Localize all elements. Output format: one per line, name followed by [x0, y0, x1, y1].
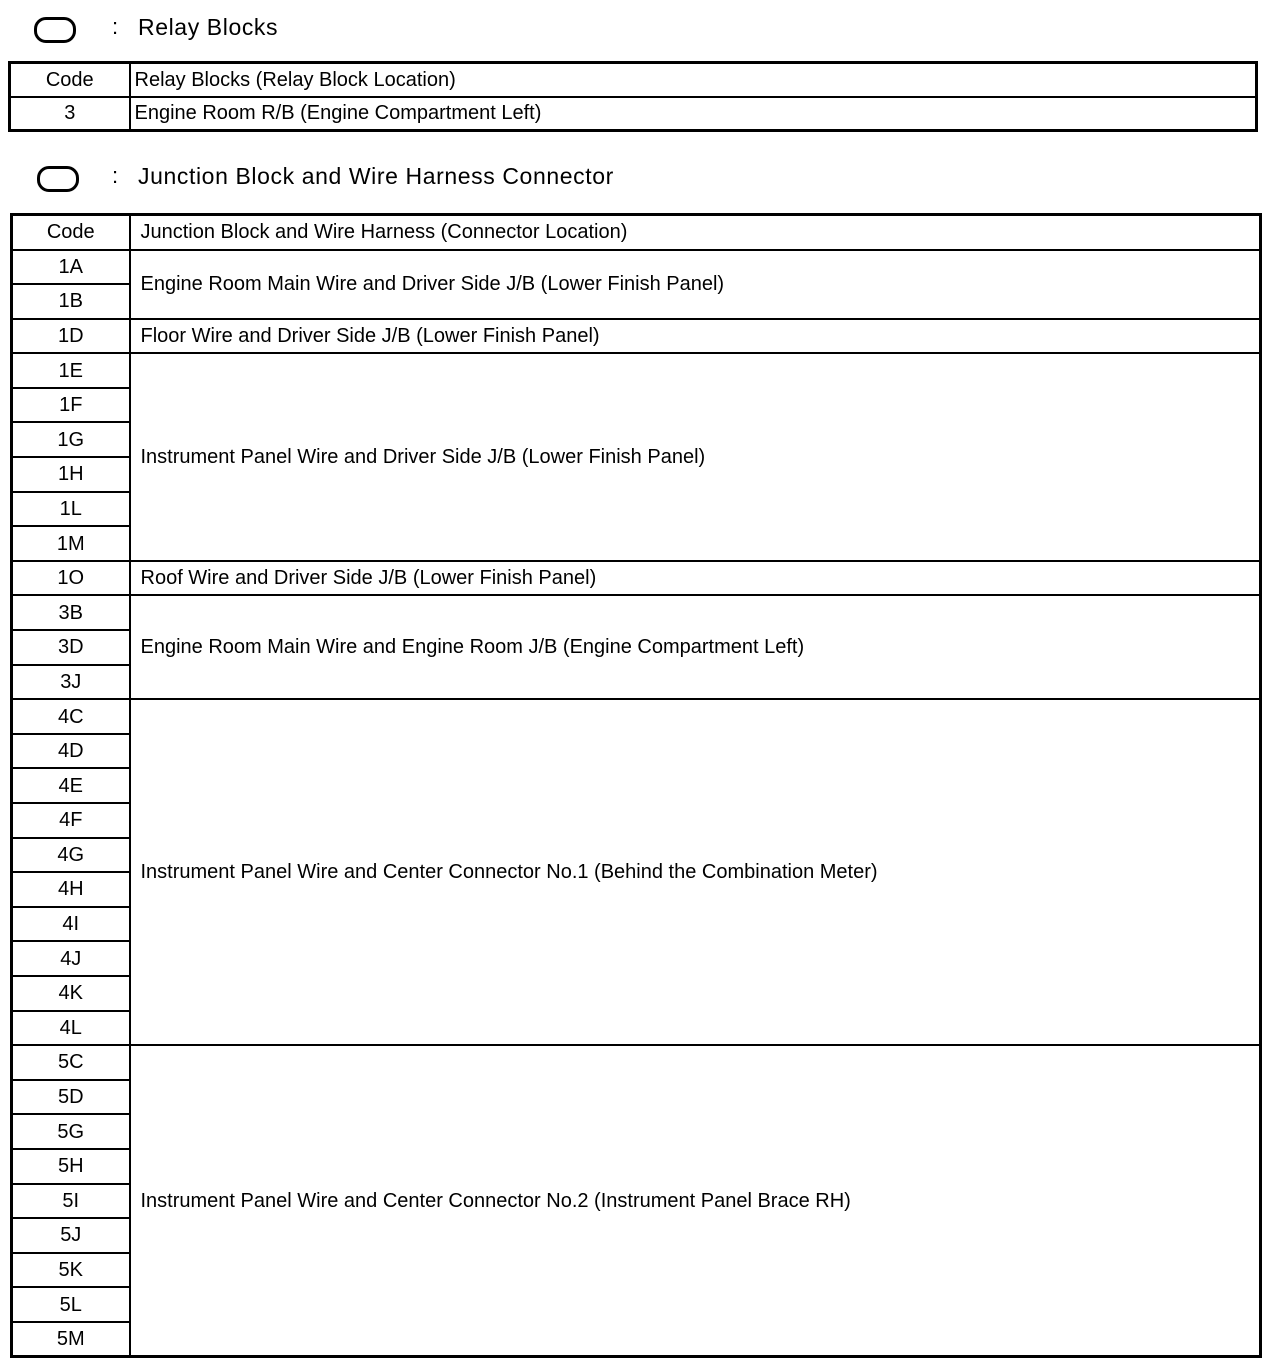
connector-code: 1A	[12, 250, 130, 285]
connector-code: 4K	[12, 976, 130, 1011]
connector-code: 1H	[12, 457, 130, 492]
table-row	[12, 353, 1261, 388]
junction-block-symbol-icon	[37, 166, 79, 192]
relay-blocks-title: Relay Blocks	[138, 14, 279, 40]
header-description: Junction Block and Wire Harness (Connector Location)	[130, 215, 1261, 250]
connector-code: 4I	[12, 907, 130, 942]
connector-code: 5I	[12, 1184, 130, 1219]
connector-code: 4J	[12, 941, 130, 976]
location-description: Roof Wire and Driver Side J/B (Lower Finish Panel)	[130, 561, 1261, 596]
connector-code: 1L	[12, 492, 130, 527]
connector-code: 3	[10, 97, 130, 131]
location-description: Instrument Panel Wire and Center Connector No.2 (Instrument Panel Brace RH)	[130, 1045, 1261, 1356]
table-row	[12, 1045, 1261, 1080]
legend-colon: :	[112, 163, 119, 188]
junction-block-table	[10, 213, 1262, 1358]
connector-code: 4L	[12, 1011, 130, 1046]
connector-code: 1B	[12, 284, 130, 319]
connector-code: 1D	[12, 319, 130, 354]
connector-code: 4D	[12, 734, 130, 769]
connector-code: 3D	[12, 630, 130, 665]
connector-code: 5C	[12, 1045, 130, 1080]
legend-colon: :	[112, 14, 119, 39]
connector-code: 5M	[12, 1322, 130, 1357]
relay-block-symbol-icon	[34, 17, 76, 43]
table-row	[10, 97, 1257, 131]
junction-block-legend	[0, 163, 1280, 203]
connector-code: 5H	[12, 1149, 130, 1184]
connector-code: 5L	[12, 1287, 130, 1322]
connector-code: 3J	[12, 665, 130, 700]
connector-code: 5G	[12, 1114, 130, 1149]
table-row	[12, 699, 1261, 734]
table-row	[12, 250, 1261, 285]
relay-blocks-legend	[0, 14, 1280, 54]
connector-code: 1E	[12, 353, 130, 388]
connector-code: 1M	[12, 526, 130, 561]
location-description: Engine Room Main Wire and Driver Side J/B (Lower Finish Panel)	[130, 250, 1261, 319]
relay-blocks-table	[8, 61, 1258, 132]
connector-code: 5D	[12, 1080, 130, 1115]
table-row	[12, 561, 1261, 596]
location-description: Instrument Panel Wire and Driver Side J/B (Lower Finish Panel)	[130, 353, 1261, 561]
connector-code: 4F	[12, 803, 130, 838]
table-header-row	[10, 63, 1257, 97]
table-header-row	[12, 215, 1261, 250]
location-description: Engine Room Main Wire and Engine Room J/B (Engine Compartment Left)	[130, 595, 1261, 699]
header-code: Code	[12, 215, 130, 250]
connector-code: 1G	[12, 422, 130, 457]
connector-code: 4C	[12, 699, 130, 734]
connector-code: 5K	[12, 1253, 130, 1288]
connector-code: 1F	[12, 388, 130, 423]
table-row	[12, 595, 1261, 630]
connector-code: 1O	[12, 561, 130, 596]
connector-code: 4G	[12, 838, 130, 873]
table-row	[12, 319, 1261, 354]
location-description: Floor Wire and Driver Side J/B (Lower Finish Panel)	[130, 319, 1261, 354]
location-description: Instrument Panel Wire and Center Connector No.1 (Behind the Combination Meter)	[130, 699, 1261, 1045]
connector-code: 4H	[12, 872, 130, 907]
junction-block-title: Junction Block and Wire Harness Connector	[138, 163, 614, 189]
header-code: Code	[10, 63, 130, 97]
connector-code: 5J	[12, 1218, 130, 1253]
header-description: Relay Blocks (Relay Block Location)	[130, 63, 1257, 97]
connector-code: 3B	[12, 595, 130, 630]
location-description: Engine Room R/B (Engine Compartment Left)	[130, 97, 1257, 131]
connector-code: 4E	[12, 768, 130, 803]
